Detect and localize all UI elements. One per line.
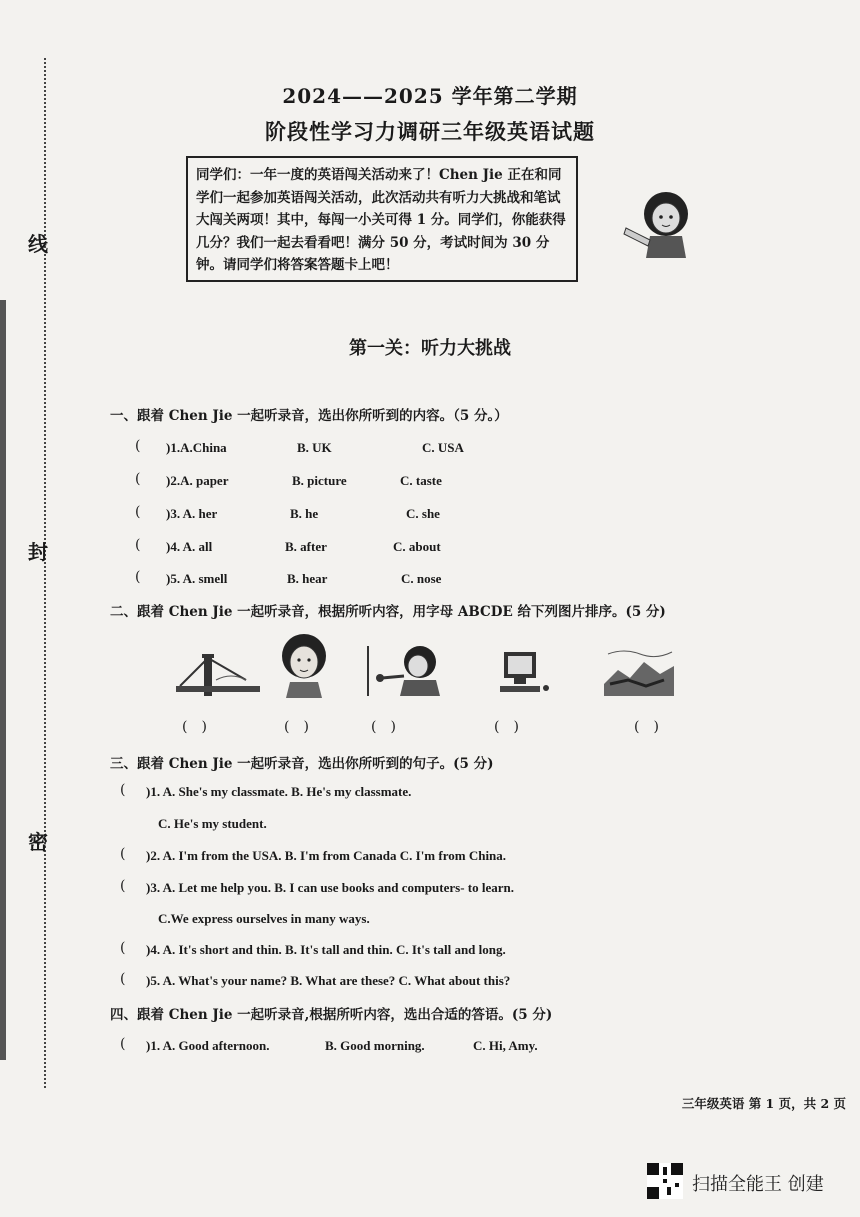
part3-heading: 三、跟着 Chen Jie 一起听录音，选出你所听到的句子。(5 分) [110,756,494,772]
great-wall-picture [604,644,674,696]
part4-item-1-b: B. Good morning. [325,1038,425,1053]
part3-item-1: )1. A. She's my classmate. B. He's my classmate. [146,784,412,799]
part4-item-1-c: C. Hi, Amy. [473,1038,538,1053]
option-c: C. nose [401,571,442,586]
order-blank-4[interactable]: ( ) [494,719,519,735]
answer-paren[interactable]: ( [135,504,141,520]
qr-code-icon [647,1163,683,1199]
order-blank-5[interactable]: ( ) [634,719,659,735]
answer-paren[interactable]: ( [120,782,126,798]
answer-paren[interactable]: ( [135,537,141,553]
part3-item-3-cont: C.We express ourselves in many ways. [158,911,370,926]
margin-line-char: 线 [28,232,48,256]
option-b: B. UK [297,440,332,455]
option-b: B. hear [287,571,328,586]
answer-paren[interactable]: ( [120,971,126,987]
margin-seal-char: 封 [28,540,48,564]
option-b: B. picture [292,473,347,488]
answer-paren[interactable]: ( [135,569,141,585]
answer-paren[interactable]: ( [135,471,141,487]
option-a: )2.A. paper [166,473,229,488]
girl-singing-picture [366,642,444,698]
intro-box: 同学们：一年一度的英语闯关活动来了！Chen Jie 正在和同学们一起参加英语闯关活动，此次活动共有听力大挑战和笔试大闯关两项！其中，每闯一小关可得 1 分。同学们，你能获得几分？我们一起去看看吧！满分 50 分，考试时间为 30 分钟。请同学们将答案答题卡上吧！ [186,156,578,282]
page-edge-shadow [0,300,6,1060]
part3-item-2: )2. A. I'm from the USA. B. I'm from Canada C. I'm from China. [146,848,507,863]
exam-title: 阶段性学习力调研三年级英语试题 [265,119,595,144]
part3-item-4: )4. A. It's short and thin. B. It's tall and thin. C. It's tall and long. [146,942,506,957]
page-footer: 三年级英语 第 1 页，共 2 页 [681,1096,846,1111]
option-c: C. USA [422,440,464,455]
order-blank-1[interactable]: ( ) [182,719,207,735]
order-blank-2[interactable]: ( ) [284,719,309,735]
part3-item-3: )3. A. Let me help you. B. I can use books and computers- to learn. [146,880,514,895]
part4-heading: 四、跟着 Chen Jie 一起听录音,根据所听内容，选出合适的答语。(5 分) [110,1007,553,1023]
part1-heading: 一、跟着 Chen Jie 一起听录音，选出你所听到的内容。（5 分。） [110,408,508,424]
exam-year-title: 2024——2025 学年第二学期 [282,84,578,108]
girl-illustration [620,188,700,260]
option-a: )4. A. all [166,539,213,554]
option-b: B. after [285,539,327,554]
option-a: )3. A. her [166,506,218,521]
answer-paren[interactable]: ( [120,878,126,894]
section-title: 第一关：听力大挑战 [349,338,511,359]
woman-picture [278,632,330,700]
scanner-watermark: 扫描全能王 创建 [692,1174,824,1195]
computer-picture [496,648,550,696]
option-a: )5. A. smell [166,571,228,586]
option-c: C. taste [400,473,442,488]
bridge-picture [176,650,260,700]
option-c: C. she [406,506,440,521]
answer-paren[interactable]: ( [120,1036,126,1052]
option-b: B. he [290,506,319,521]
answer-paren[interactable]: ( [135,438,141,454]
part2-heading: 二、跟着 Chen Jie 一起听录音，根据所听内容，用字母 ABCDE 给下列图片排序。(5 分) [110,604,666,620]
option-c: C. about [393,539,441,554]
option-a: )1.A.China [166,440,227,455]
answer-paren[interactable]: ( [120,846,126,862]
answer-paren[interactable]: ( [120,940,126,956]
part3-item-5: )5. A. What's your name? B. What are these? C. What about this? [146,973,511,988]
margin-close-char: 密 [28,830,48,854]
part3-item-1-cont: C. He's my student. [158,816,267,831]
order-blank-3[interactable]: ( ) [371,719,396,735]
part4-item-1-a: )1. A. Good afternoon. [146,1038,270,1053]
binding-dotted-line [44,58,46,1088]
